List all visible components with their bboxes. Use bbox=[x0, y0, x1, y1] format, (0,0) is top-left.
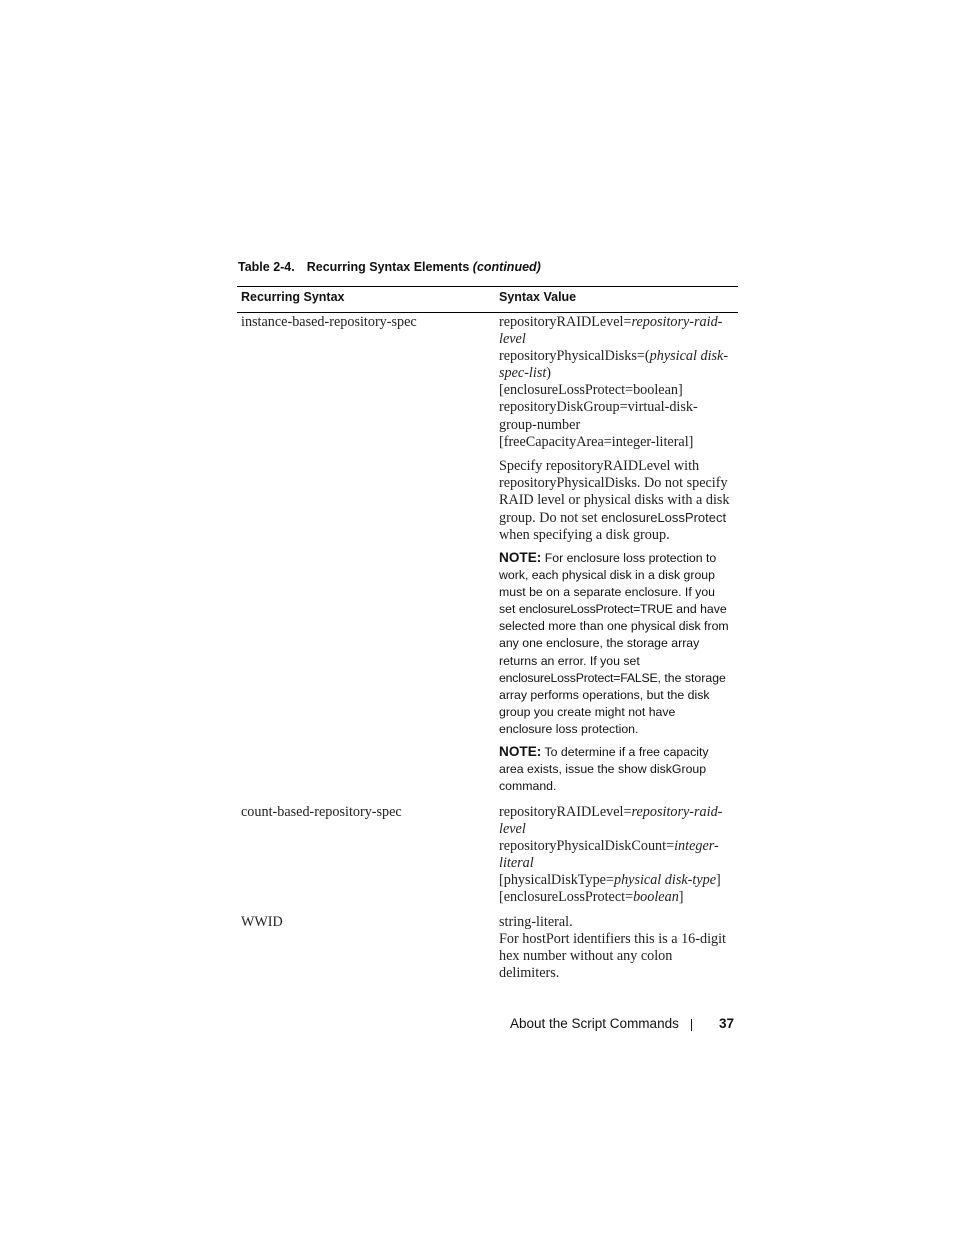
table-caption-label: Table 2-4. bbox=[238, 260, 295, 274]
column-header-recurring-syntax: Recurring Syntax bbox=[241, 290, 345, 304]
note-free-capacity-area: NOTE: To determine if a free capacity area exists, issue the show diskGroup command. bbox=[499, 744, 709, 794]
row-count-based-value: repositoryRAIDLevel=repository-raid- level repositoryPhysicalDiskCount=integer- literal [physicalDiskType=physical disk-type] [enclosureLossProtect=boolean] bbox=[499, 804, 723, 906]
row-wwid-value: string-literal. For hostPort identifiers this is a 16-digit hex number without any colon delimiters. bbox=[499, 914, 726, 982]
footer-section-title: About the Script Commands bbox=[510, 1016, 679, 1031]
row-count-based-syntax: count-based-repository-spec bbox=[241, 804, 402, 820]
column-header-syntax-value: Syntax Value bbox=[499, 290, 577, 304]
table-caption-title: Recurring Syntax Elements bbox=[306, 260, 470, 274]
footer-divider bbox=[691, 1019, 692, 1031]
table-caption bbox=[238, 260, 541, 274]
table-caption-continued: (continued) bbox=[472, 260, 541, 274]
table-header-rule bbox=[237, 312, 738, 313]
table-top-rule bbox=[237, 286, 738, 287]
row-wwid-syntax: WWID bbox=[241, 914, 283, 930]
row-instance-based-syntax: instance-based-repository-spec bbox=[241, 314, 417, 330]
note-label: NOTE: bbox=[499, 550, 542, 565]
page-number: 37 bbox=[719, 1016, 735, 1031]
row-instance-based-description: Specify repositoryRAIDLevel with repositoryPhysicalDisks. Do not specify RAID level or physical disks with a disk group. Do not set enclosureLossProtect when specifying a disk group. bbox=[499, 458, 730, 544]
note-enclosure-loss-protection: NOTE: For enclosure loss protection to work, each physical disk in a disk group must be on a separate enclosure. If you set enclosureLossProtect=TRUE and have selected more than one physical disk from any one enclosure, the storage array returns an error. If you set enclosureLossProtect=FALSE, the storage array performs operations, but the disk group you create might not have enclosure loss protection. bbox=[499, 550, 729, 736]
note-label: NOTE: bbox=[499, 744, 542, 759]
row-instance-based-value: repositoryRAIDLevel=repository-raid- level repositoryPhysicalDisks=(physical disk- spec-list) [enclosureLossProtect=boolean] repositoryDiskGroup=virtual-disk- group-number [freeCapacityArea=integer-literal] bbox=[499, 314, 729, 450]
